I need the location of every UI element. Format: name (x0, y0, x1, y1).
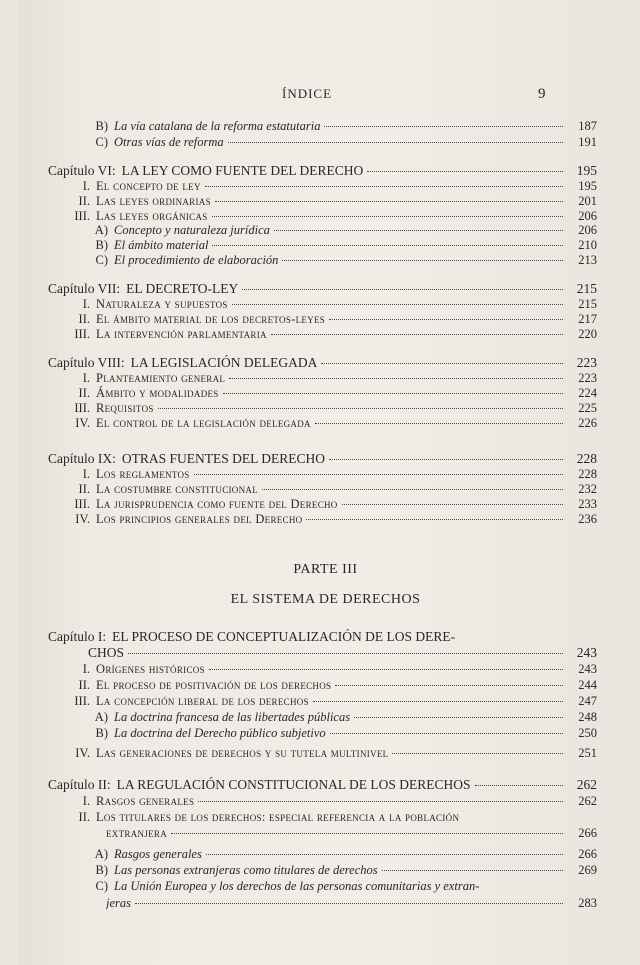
toc-entry (64, 311, 597, 327)
dot-leader (206, 854, 563, 855)
entry-label: La vía catalana de la reforma estatutaria (114, 119, 321, 133)
entry-page: 213 (578, 253, 597, 267)
toc-entry (82, 878, 597, 894)
entry-page: 215 (578, 297, 597, 311)
entry-number: II. (78, 312, 90, 326)
dot-leader (198, 801, 563, 802)
book-page (18, 0, 633, 965)
entry-number: B) (95, 726, 108, 740)
entry-label: Rasgos generales (114, 847, 202, 861)
dot-leader (171, 833, 563, 834)
entry-number: A) (94, 847, 108, 861)
toc-entry (82, 862, 597, 878)
entry-page: 250 (578, 726, 597, 740)
entry-number: II. (78, 194, 90, 208)
dot-leader (354, 717, 563, 718)
entry-number: II. (78, 810, 90, 824)
entry-label: LA LEGISLACIÓN DELEGADA (130, 355, 318, 370)
chapter-entry (48, 355, 597, 371)
entry-page: 232 (578, 482, 597, 496)
entry-number: II. (78, 482, 90, 496)
entry-number: B) (95, 119, 108, 133)
chapter-entry (48, 281, 597, 297)
page-number: 9 (538, 86, 546, 102)
entry-page: 195 (576, 163, 597, 178)
entry-number: A) (94, 223, 108, 237)
dot-leader (194, 474, 563, 475)
entry-label: La intervención parlamentaria (96, 327, 267, 341)
entry-page: 225 (578, 401, 597, 415)
toc-entry (82, 237, 597, 253)
dot-leader (228, 142, 563, 143)
entry-page: 262 (576, 777, 597, 792)
toc-entry (64, 511, 597, 527)
dot-leader (262, 489, 563, 490)
toc-entry (106, 825, 597, 841)
entry-label: El procedimiento de elaboración (114, 253, 279, 267)
toc-entry (64, 677, 597, 693)
entry-label: La doctrina francesa de las libertades públicas (114, 710, 351, 724)
entry-page: 266 (578, 847, 597, 861)
entry-page: 195 (578, 179, 597, 193)
dot-leader (128, 653, 563, 654)
entry-page: 228 (576, 451, 597, 466)
dot-leader (212, 245, 563, 246)
toc-entry (64, 193, 597, 209)
entry-number: C) (95, 879, 108, 893)
toc-entry (64, 693, 597, 709)
toc-entry (64, 178, 597, 194)
entry-page: 244 (578, 678, 597, 692)
entry-number: Capítulo IX: (48, 451, 116, 466)
entry-page: 262 (578, 794, 597, 808)
dot-leader (282, 260, 563, 261)
dot-leader (321, 363, 563, 364)
entry-label: Otras vías de reforma (114, 135, 224, 149)
entry-page: 223 (578, 371, 597, 385)
entry-label: El control de la legislación delegada (96, 416, 311, 430)
dot-leader (382, 870, 563, 871)
entry-number: A) (94, 710, 108, 724)
entry-number: I. (82, 662, 90, 676)
entry-label: Ámbito y modalidades (96, 386, 219, 400)
dot-leader (215, 201, 563, 202)
dot-leader (335, 685, 563, 686)
entry-label: El concepto de ley (96, 179, 201, 193)
entry-label: Los principios generales del Derecho (96, 512, 303, 526)
entry-label: Rasgos generales (96, 794, 195, 808)
entry-number: I. (82, 467, 90, 481)
entry-page: 243 (578, 662, 597, 676)
toc-entry (64, 661, 597, 677)
part-title: PARTE III (293, 562, 358, 577)
toc-entry (64, 481, 597, 497)
entry-number: Capítulo VI: (48, 163, 116, 178)
entry-label: La doctrina del Derecho público subjetivo (114, 726, 326, 740)
entry-page: 223 (576, 355, 597, 370)
entry-label: Planteamiento general (96, 371, 226, 385)
entry-page: 206 (578, 209, 597, 223)
entry-label: La costumbre constitucional (96, 482, 258, 496)
entry-number: I. (82, 179, 90, 193)
dot-leader (212, 216, 563, 217)
entry-number: III. (74, 209, 90, 223)
entry-page: 201 (578, 194, 597, 208)
toc-entry (82, 725, 597, 741)
entry-page: 224 (578, 386, 597, 400)
entry-page: 220 (578, 327, 597, 341)
entry-number: II. (78, 386, 90, 400)
entry-page: 248 (578, 710, 597, 724)
dot-leader (209, 669, 563, 670)
entry-label: Orígenes históricos (96, 662, 205, 676)
entry-number: II. (78, 678, 90, 692)
dot-leader (324, 126, 563, 127)
dot-leader (242, 289, 563, 290)
toc-entry (106, 895, 597, 911)
entry-number: I. (82, 794, 90, 808)
chapter-entry (48, 163, 597, 179)
entry-number: Capítulo VIII: (48, 355, 125, 370)
entry-label: EL DECRETO-LEY (126, 281, 239, 296)
entry-page: 228 (578, 467, 597, 481)
entry-label: LA REGULACIÓN CONSTITUCIONAL DE LOS DERECHOS (116, 777, 471, 792)
entry-page: 215 (576, 281, 597, 296)
entry-number: I. (82, 297, 90, 311)
dot-leader (232, 304, 563, 305)
entry-label: OTRAS FUENTES DEL DERECHO (121, 451, 326, 466)
dot-leader (158, 408, 563, 409)
entry-page: 187 (578, 119, 597, 133)
entry-number: B) (95, 238, 108, 252)
chapter-entry (88, 645, 597, 661)
dot-leader (329, 459, 563, 460)
entry-number: C) (95, 135, 108, 149)
page-header (18, 86, 633, 106)
entry-label: CHOS (88, 645, 125, 660)
entry-label: Concepto y naturaleza jurídica (114, 223, 270, 237)
toc-entry (82, 252, 597, 268)
toc-entry (82, 134, 597, 150)
entry-page: 217 (578, 312, 597, 326)
dot-leader (315, 423, 563, 424)
dot-leader (223, 393, 563, 394)
entry-label: Las personas extranjeras como titulares de derechos (114, 863, 378, 877)
dot-leader (229, 378, 563, 379)
entry-label: La Unión Europea y los derechos de las personas comunitarias y extran- (114, 879, 480, 893)
entry-label: El ámbito material de los decretos-leyes (96, 312, 326, 326)
entry-label: Las generaciones de derechos y su tutela multinivel (96, 746, 389, 760)
entry-label: EL PROCESO DE CONCEPTUALIZACIÓN DE LOS DERE- (112, 629, 456, 644)
toc-entry (64, 400, 597, 416)
entry-number: B) (95, 863, 108, 877)
toc-entry (64, 793, 597, 809)
toc-entry (64, 466, 597, 482)
entry-label: Las leyes orgánicas (96, 209, 208, 223)
entry-page: 191 (578, 135, 597, 149)
entry-page: 210 (578, 238, 597, 252)
chapter-entry (48, 777, 597, 793)
dot-leader (306, 519, 563, 520)
toc-entry (64, 370, 597, 386)
dot-leader (274, 230, 563, 231)
toc-entry (64, 296, 597, 312)
toc-entry (64, 326, 597, 342)
toc-entry (64, 385, 597, 401)
entry-page: 251 (578, 746, 597, 760)
entry-page: 266 (578, 826, 597, 840)
toc-entry (64, 745, 597, 761)
toc-entry (82, 222, 597, 238)
entry-page: 269 (578, 863, 597, 877)
entry-page: 247 (578, 694, 597, 708)
chapter-entry (48, 451, 597, 467)
toc-entry (64, 415, 597, 431)
dot-leader (367, 171, 563, 172)
dot-leader (271, 334, 563, 335)
entry-label: Los reglamentos (96, 467, 190, 481)
entry-number: Capítulo II: (48, 777, 111, 792)
entry-number: III. (74, 401, 90, 415)
entry-label: Las leyes ordinarias (96, 194, 211, 208)
entry-page: 233 (578, 497, 597, 511)
chapter-entry (48, 629, 597, 645)
dot-leader (342, 504, 563, 505)
toc-entry (82, 118, 597, 134)
entry-number: C) (95, 253, 108, 267)
entry-label: Naturaleza y supuestos (96, 297, 228, 311)
entry-number: IV. (75, 512, 90, 526)
entry-page: 283 (578, 896, 597, 910)
entry-label: El ámbito material (114, 238, 209, 252)
toc-entry (82, 846, 597, 862)
dot-leader (205, 186, 563, 187)
dot-leader (329, 319, 563, 320)
entry-page: 236 (578, 512, 597, 526)
entry-number: III. (74, 694, 90, 708)
entry-label: LA LEY COMO FUENTE DEL DERECHO (121, 163, 364, 178)
dot-leader (330, 733, 563, 734)
dot-leader (313, 701, 563, 702)
page-title: ÍNDICE (282, 86, 333, 101)
entry-label: La jurisprudencia como fuente del Derecho (96, 497, 338, 511)
toc-entry (64, 496, 597, 512)
entry-number: III. (74, 327, 90, 341)
entry-number: III. (74, 497, 90, 511)
entry-label: Los titulares de los derechos: especial referencia a la población (96, 810, 460, 824)
entry-label: La concepción liberal de los derechos (96, 694, 309, 708)
entry-number: IV. (75, 746, 90, 760)
entry-page: 206 (578, 223, 597, 237)
dot-leader (135, 903, 563, 904)
part-subtitle: EL SISTEMA DE DERECHOS (230, 592, 421, 607)
entry-number: IV. (75, 416, 90, 430)
toc-entry (82, 709, 597, 725)
entry-label: El proceso de positivación de los derechos (96, 678, 332, 692)
entry-number: Capítulo VII: (48, 281, 121, 296)
entry-label: extranjera (106, 826, 167, 840)
entry-number: Capítulo I: (48, 629, 107, 644)
dot-leader (392, 753, 563, 754)
entry-label: jeras (106, 896, 131, 910)
dot-leader (475, 785, 564, 786)
toc-entry (64, 809, 597, 825)
entry-page: 226 (578, 416, 597, 430)
entry-page: 243 (576, 645, 597, 660)
entry-number: I. (82, 371, 90, 385)
entry-label: Requisitos (96, 401, 154, 415)
